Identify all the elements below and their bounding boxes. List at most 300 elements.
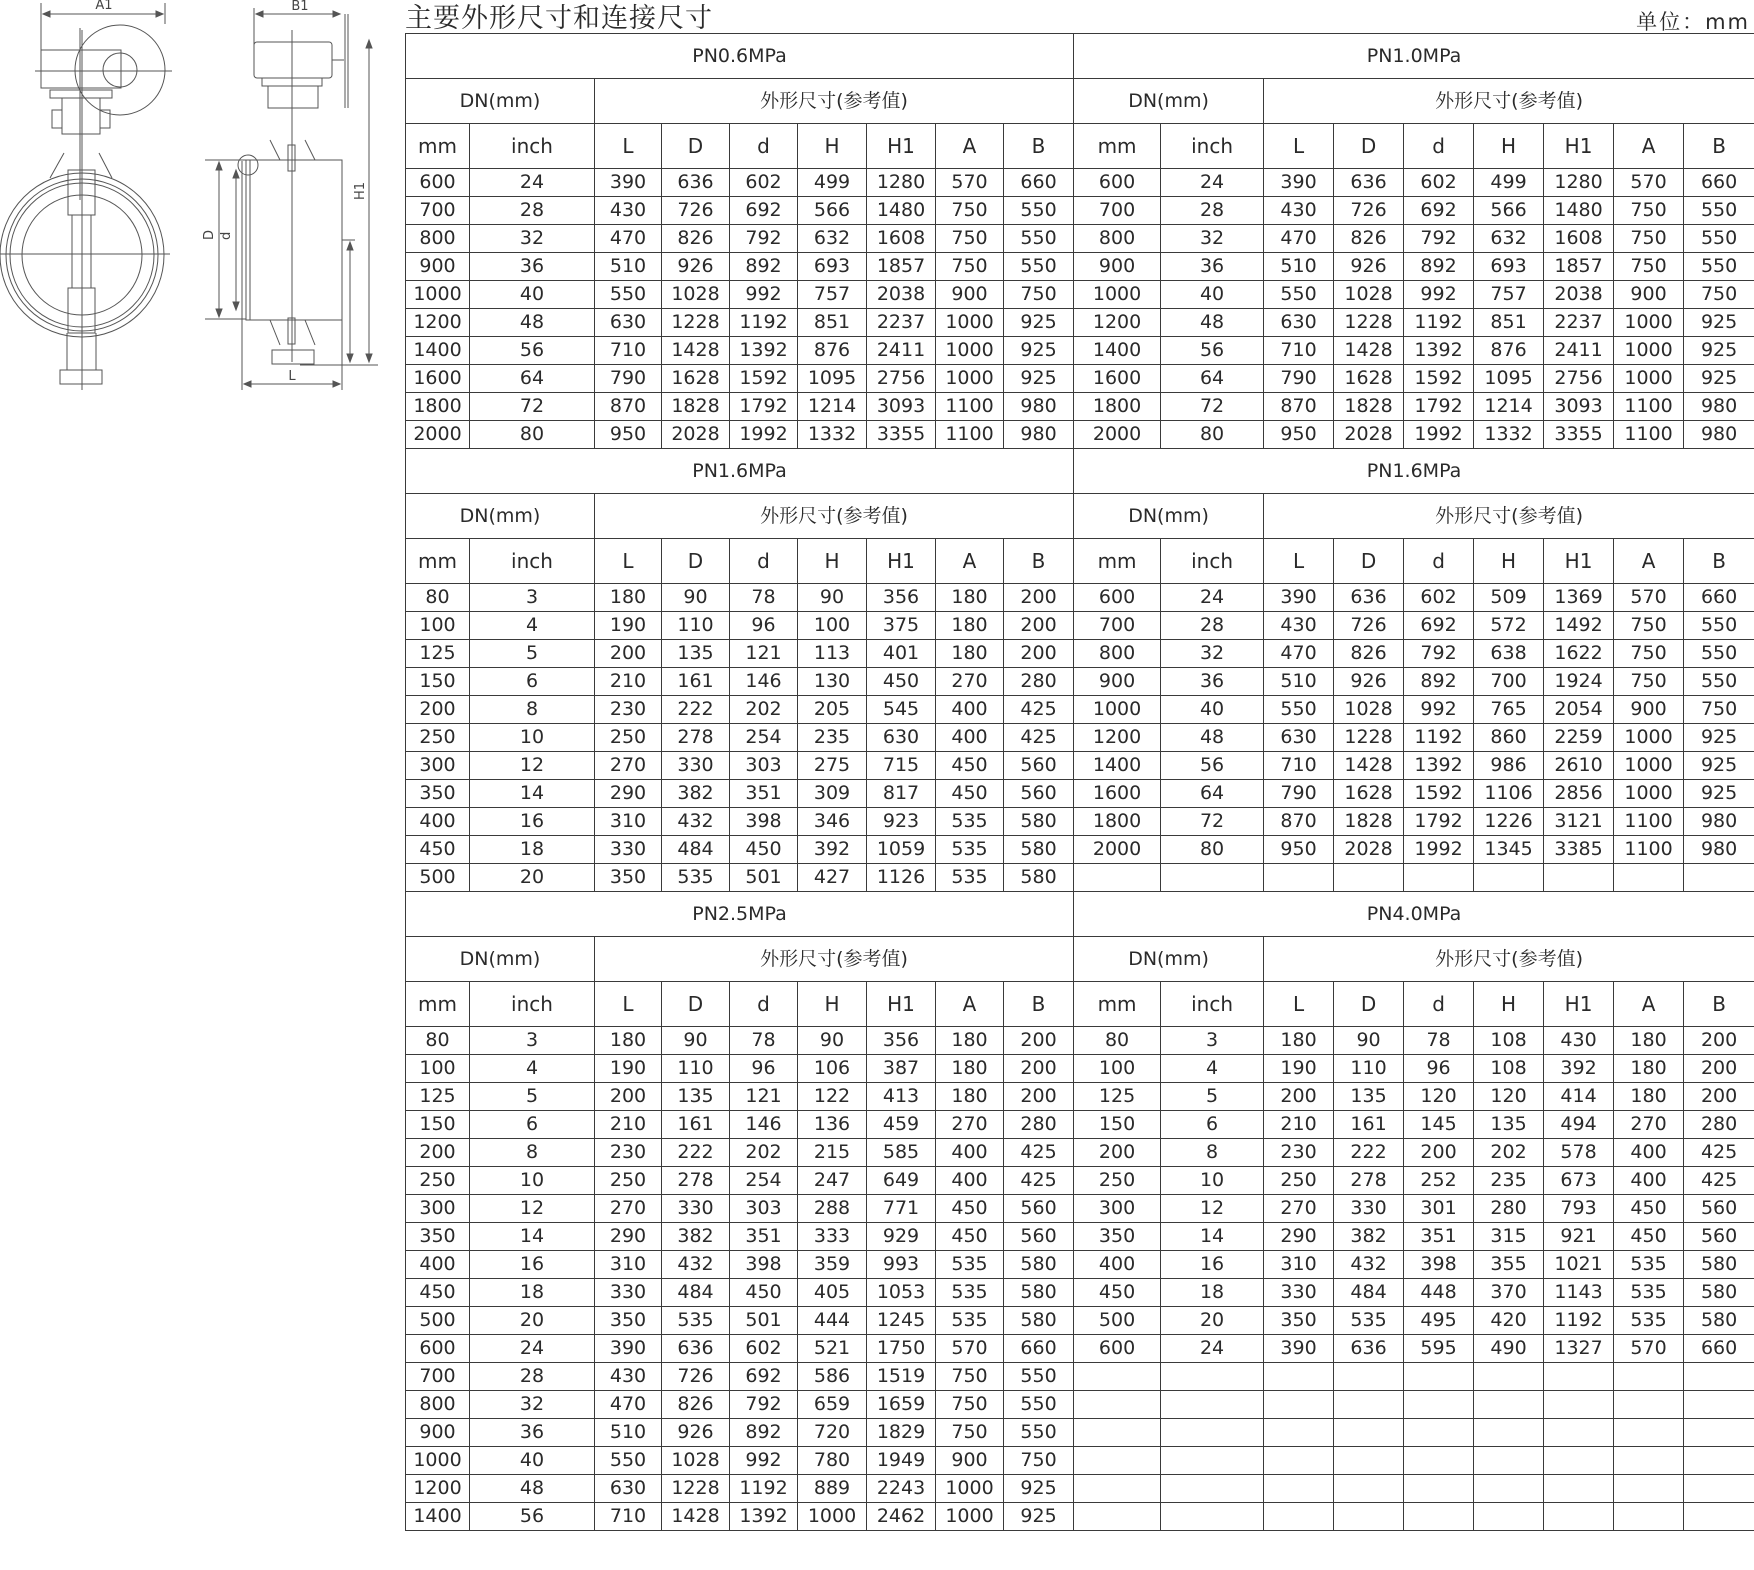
table-cell: 1280	[1544, 169, 1614, 197]
table-cell: 96	[1404, 1055, 1474, 1083]
table-cell	[1404, 1475, 1474, 1503]
table-cell: 550	[1684, 640, 1754, 668]
table-cell: 600	[406, 1335, 470, 1363]
table-cell: 630	[595, 1475, 662, 1503]
table-row	[406, 1279, 1754, 1307]
table-cell: 190	[595, 1055, 662, 1083]
table-cell: 355	[1474, 1251, 1544, 1279]
table-cell: 1792	[1404, 808, 1474, 836]
table-cell	[1474, 864, 1544, 892]
table-cell: 400	[1614, 1139, 1684, 1167]
table-cell: 500	[1074, 1307, 1161, 1335]
table-cell: 501	[730, 864, 798, 892]
table-cell: 900	[936, 1447, 1004, 1475]
table-cell: 726	[1334, 612, 1404, 640]
table-cell: 726	[1334, 197, 1404, 225]
table-cell: 275	[798, 752, 867, 780]
table-cell	[1684, 1475, 1754, 1503]
table-cell	[1334, 1447, 1404, 1475]
table-cell: 235	[798, 724, 867, 752]
table-cell: 484	[1334, 1279, 1404, 1307]
table-cell: 32	[1161, 225, 1264, 253]
table-cell: 398	[730, 1251, 798, 1279]
table-cell: 1608	[1544, 225, 1614, 253]
table-row	[406, 1167, 1754, 1195]
column-header-right: H1	[1544, 539, 1614, 584]
table-cell: 210	[595, 668, 662, 696]
table-cell: 925	[1004, 1503, 1074, 1531]
table-cell: 250	[595, 724, 662, 752]
table-cell: 550	[1004, 253, 1074, 281]
table-cell: 1400	[1074, 752, 1161, 780]
table-cell: 145	[1404, 1111, 1474, 1139]
table-cell: 420	[1474, 1307, 1544, 1335]
table-cell: 992	[730, 281, 798, 309]
table-cell: 876	[798, 337, 867, 365]
table-cell: 450	[867, 668, 936, 696]
table-cell: 1100	[1614, 421, 1684, 449]
table-cell: 1400	[1074, 337, 1161, 365]
table-cell: 180	[595, 1027, 662, 1055]
table-cell: 900	[406, 253, 470, 281]
table-cell: 780	[798, 1447, 867, 1475]
table-cell: 356	[867, 584, 936, 612]
table-cell: 750	[1004, 281, 1074, 309]
table-cell: 586	[798, 1363, 867, 1391]
table-cell: 800	[406, 225, 470, 253]
table-cell: 24	[470, 169, 595, 197]
table-cell: 382	[662, 1223, 730, 1251]
table-cell: 570	[1614, 169, 1684, 197]
table-cell	[1074, 1419, 1161, 1447]
table-cell	[1334, 1419, 1404, 1447]
table-cell	[1544, 1475, 1614, 1503]
table-cell: 790	[1264, 780, 1334, 808]
table-cell: 992	[1404, 281, 1474, 309]
table-cell: 510	[1264, 253, 1334, 281]
table-cell: 750	[936, 225, 1004, 253]
table-cell: 1028	[662, 281, 730, 309]
table-cell: 750	[1684, 696, 1754, 724]
table-cell: 100	[406, 1055, 470, 1083]
table-cell: 750	[1684, 281, 1754, 309]
column-header-left: L	[595, 539, 662, 584]
dn-header-right: DN(mm)	[1074, 494, 1264, 539]
table-cell: 992	[730, 1447, 798, 1475]
table-cell: 1659	[867, 1391, 936, 1419]
table-cell: 252	[1404, 1167, 1474, 1195]
table-cell: 870	[1264, 808, 1334, 836]
table-cell	[1074, 1363, 1161, 1391]
table-cell: 64	[1161, 780, 1264, 808]
table-cell	[1684, 1363, 1754, 1391]
table-cell: 400	[406, 1251, 470, 1279]
table-row	[406, 1391, 1754, 1419]
table-cell: 303	[730, 752, 798, 780]
column-header-left: B	[1004, 124, 1074, 169]
table-cell: 900	[1614, 281, 1684, 309]
table-cell: 470	[595, 1391, 662, 1419]
table-cell: 36	[1161, 668, 1264, 696]
table-cell: 392	[1544, 1055, 1614, 1083]
table-cell: 401	[867, 640, 936, 668]
table-cell	[1614, 1419, 1684, 1447]
table-cell: 200	[1004, 1027, 1074, 1055]
column-header-right: D	[1334, 124, 1404, 169]
table-row	[406, 309, 1754, 337]
table-cell: 600	[1074, 169, 1161, 197]
page-title: 主要外形尺寸和连接尺寸	[405, 3, 713, 34]
table-cell	[1544, 1503, 1614, 1531]
table-cell	[1264, 1447, 1334, 1475]
table-cell: 330	[1334, 1195, 1404, 1223]
table-row	[406, 1223, 1754, 1251]
table-cell: 572	[1474, 612, 1544, 640]
table-cell: 550	[1684, 668, 1754, 696]
table-cell: 278	[662, 724, 730, 752]
table-cell: 1100	[1614, 393, 1684, 421]
table-cell: 108	[1474, 1027, 1544, 1055]
table-cell: 757	[1474, 281, 1544, 309]
table-cell: 56	[1161, 752, 1264, 780]
table-cell	[1161, 1503, 1264, 1531]
table-cell: 450	[730, 1279, 798, 1307]
table-cell: 2243	[867, 1475, 936, 1503]
table-cell: 387	[867, 1055, 936, 1083]
table-row	[406, 1335, 1754, 1363]
table-cell: 1000	[1614, 337, 1684, 365]
table-cell: 309	[798, 780, 867, 808]
table-cell: 28	[470, 197, 595, 225]
table-cell: 757	[798, 281, 867, 309]
table-cell: 632	[1474, 225, 1544, 253]
pressure-class-right: PN1.0MPa	[1074, 34, 1754, 79]
table-cell: 630	[595, 309, 662, 337]
table-cell: 1000	[936, 309, 1004, 337]
table-cell: 150	[406, 668, 470, 696]
table-cell: 495	[1404, 1307, 1474, 1335]
group-header-row	[406, 937, 1754, 982]
table-cell: 3093	[1544, 393, 1614, 421]
table-row	[406, 1419, 1754, 1447]
table-cell: 925	[1004, 365, 1074, 393]
table-cell: 110	[662, 612, 730, 640]
table-cell: 510	[1264, 668, 1334, 696]
table-cell: 1000	[798, 1503, 867, 1531]
table-cell: 222	[662, 1139, 730, 1167]
table-cell: 1059	[867, 836, 936, 864]
column-header-right: inch	[1161, 982, 1264, 1027]
table-cell: 20	[1161, 1307, 1264, 1335]
table-cell: 136	[798, 1111, 867, 1139]
table-cell: 180	[595, 584, 662, 612]
pressure-class-left: PN0.6MPa	[406, 34, 1074, 79]
table-cell: 2411	[1544, 337, 1614, 365]
table-cell: 200	[1004, 1055, 1074, 1083]
table-cell: 817	[867, 780, 936, 808]
table-cell	[1264, 1475, 1334, 1503]
table-row	[406, 808, 1754, 836]
table-cell: 660	[1684, 1335, 1754, 1363]
column-header-right: B	[1684, 124, 1754, 169]
table-cell: 580	[1684, 1307, 1754, 1335]
table-cell: 535	[936, 808, 1004, 836]
column-header-left: mm	[406, 124, 470, 169]
table-cell: 80	[1074, 1027, 1161, 1055]
table-cell: 1095	[1474, 365, 1544, 393]
column-header-left: mm	[406, 539, 470, 584]
table-cell: 450	[1614, 1195, 1684, 1223]
table-cell: 550	[1004, 1391, 1074, 1419]
table-cell: 32	[470, 225, 595, 253]
table-row	[406, 780, 1754, 808]
table-cell: 301	[1404, 1195, 1474, 1223]
table-cell: 826	[1334, 225, 1404, 253]
table-cell: 425	[1004, 724, 1074, 752]
column-header-right: d	[1404, 539, 1474, 584]
table-cell: 1228	[1334, 724, 1404, 752]
table-cell: 1622	[1544, 640, 1614, 668]
table-cell: 585	[867, 1139, 936, 1167]
table-cell: 430	[595, 1363, 662, 1391]
table-cell: 1000	[1614, 365, 1684, 393]
table-cell: 2038	[1544, 281, 1614, 309]
table-cell: 350	[595, 1307, 662, 1335]
table-cell: 28	[1161, 197, 1264, 225]
table-cell: 250	[406, 724, 470, 752]
table-cell: 925	[1004, 337, 1074, 365]
table-cell: 494	[1544, 1111, 1614, 1139]
table-cell: 1028	[1334, 281, 1404, 309]
table-cell: 270	[1264, 1195, 1334, 1223]
table-cell: 5	[470, 1083, 595, 1111]
table-cell: 499	[1474, 169, 1544, 197]
table-cell: 790	[1264, 365, 1334, 393]
table-cell	[1161, 864, 1264, 892]
table-cell: 929	[867, 1223, 936, 1251]
table-cell: 370	[1474, 1279, 1544, 1307]
table-cell: 40	[1161, 696, 1264, 724]
table-row	[406, 1083, 1754, 1111]
column-header-right: H	[1474, 982, 1544, 1027]
column-header-left: inch	[470, 539, 595, 584]
table-cell: 700	[1074, 612, 1161, 640]
table-cell	[1684, 1419, 1754, 1447]
table-cell: 290	[1264, 1223, 1334, 1251]
table-cell: 254	[730, 724, 798, 752]
table-cell	[1544, 864, 1614, 892]
table-cell: 2028	[662, 421, 730, 449]
table-cell: 602	[1404, 169, 1474, 197]
table-cell: 120	[1404, 1083, 1474, 1111]
label-d: d	[219, 231, 234, 240]
table-cell: 1000	[1614, 752, 1684, 780]
table-cell	[1404, 1503, 1474, 1531]
table-cell: 113	[798, 640, 867, 668]
table-cell: 900	[936, 281, 1004, 309]
table-cell: 535	[662, 864, 730, 892]
table-cell: 1600	[1074, 780, 1161, 808]
table-row	[406, 864, 1754, 892]
table-cell: 710	[595, 337, 662, 365]
table-cell: 570	[936, 1335, 1004, 1363]
table-cell: 1000	[1074, 281, 1161, 309]
table-cell: 923	[867, 808, 936, 836]
table-cell: 430	[595, 197, 662, 225]
table-cell: 96	[730, 612, 798, 640]
table-cell: 390	[595, 1335, 662, 1363]
column-header-left: H	[798, 124, 867, 169]
table-cell: 1392	[1404, 337, 1474, 365]
table-cell: 400	[936, 1139, 1004, 1167]
table-cell: 450	[936, 1195, 1004, 1223]
table-cell: 632	[798, 225, 867, 253]
pressure-class-left: PN2.5MPa	[406, 892, 1074, 937]
table-cell: 425	[1684, 1139, 1754, 1167]
table-cell: 310	[595, 808, 662, 836]
table-cell: 230	[595, 696, 662, 724]
table-cell: 450	[406, 836, 470, 864]
table-cell: 510	[595, 253, 662, 281]
table-cell: 570	[1614, 1335, 1684, 1363]
column-header-right: A	[1614, 539, 1684, 584]
table-cell: 1992	[1404, 421, 1474, 449]
table-cell: 161	[662, 1111, 730, 1139]
table-cell: 80	[1161, 421, 1264, 449]
table-cell: 950	[1264, 836, 1334, 864]
label-a1: A1	[95, 0, 113, 13]
table-cell: 20	[470, 864, 595, 892]
side-view	[202, 0, 378, 390]
table-cell: 580	[1004, 1251, 1074, 1279]
table-cell: 1428	[1334, 337, 1404, 365]
table-row	[406, 253, 1754, 281]
table-cell: 1992	[1404, 836, 1474, 864]
table-cell	[1404, 1419, 1474, 1447]
table-cell: 950	[1264, 421, 1334, 449]
table-cell: 715	[867, 752, 936, 780]
table-cell: 110	[662, 1055, 730, 1083]
table-cell: 535	[662, 1307, 730, 1335]
dimension-table-grid	[405, 33, 1754, 1531]
table-row	[406, 225, 1754, 253]
table-cell: 600	[1074, 1335, 1161, 1363]
table-cell: 78	[730, 584, 798, 612]
table-cell: 18	[470, 1279, 595, 1307]
table-row	[406, 1111, 1754, 1139]
table-cell: 950	[595, 421, 662, 449]
table-cell	[1474, 1363, 1544, 1391]
table-cell: 535	[936, 1251, 1004, 1279]
table-cell: 550	[1264, 281, 1334, 309]
table-cell: 2756	[867, 365, 936, 393]
table-cell	[1161, 1391, 1264, 1419]
table-cell: 1000	[1614, 309, 1684, 337]
table-cell: 1829	[867, 1419, 936, 1447]
table-cell: 580	[1004, 836, 1074, 864]
table-cell: 750	[1614, 225, 1684, 253]
table-cell	[1264, 1503, 1334, 1531]
table-row	[406, 337, 1754, 365]
table-cell: 900	[1074, 253, 1161, 281]
table-cell: 750	[1614, 640, 1684, 668]
table-cell: 1792	[1404, 393, 1474, 421]
table-cell: 350	[595, 864, 662, 892]
table-cell: 1000	[936, 1475, 1004, 1503]
table-cell: 24	[1161, 584, 1264, 612]
table-cell: 350	[1264, 1307, 1334, 1335]
table-cell: 792	[730, 1391, 798, 1419]
column-header-left: A	[936, 124, 1004, 169]
table-cell: 1949	[867, 1447, 936, 1475]
table-cell: 427	[798, 864, 867, 892]
table-cell: 270	[595, 752, 662, 780]
column-header-right: mm	[1074, 124, 1161, 169]
table-cell: 1192	[1404, 724, 1474, 752]
column-header-row	[406, 982, 1754, 1027]
table-cell: 993	[867, 1251, 936, 1279]
table-cell	[1334, 1475, 1404, 1503]
table-cell: 700	[1074, 197, 1161, 225]
table-cell: 2756	[1544, 365, 1614, 393]
table-cell: 630	[867, 724, 936, 752]
table-cell: 300	[1074, 1195, 1161, 1223]
table-cell: 280	[1004, 668, 1074, 696]
table-cell: 135	[662, 1083, 730, 1111]
group-header-row	[406, 494, 1754, 539]
table-cell: 1392	[730, 337, 798, 365]
table-cell	[1074, 1447, 1161, 1475]
table-cell: 1828	[1334, 393, 1404, 421]
table-cell: 595	[1404, 1335, 1474, 1363]
table-cell: 180	[936, 1083, 1004, 1111]
table-cell	[1544, 1447, 1614, 1475]
table-cell	[1334, 1503, 1404, 1531]
column-header-right: A	[1614, 124, 1684, 169]
table-cell: 398	[1404, 1251, 1474, 1279]
table-cell	[1614, 1391, 1684, 1419]
table-cell: 792	[1404, 640, 1474, 668]
dims-header-left: 外形尺寸(参考值)	[595, 494, 1074, 539]
table-cell: 925	[1684, 780, 1754, 808]
table-cell: 459	[867, 1111, 936, 1139]
table-cell: 636	[1334, 169, 1404, 197]
table-cell: 560	[1004, 752, 1074, 780]
table-cell: 892	[730, 253, 798, 281]
table-cell: 1800	[406, 393, 470, 421]
table-cell: 720	[798, 1419, 867, 1447]
table-row	[406, 640, 1754, 668]
table-cell: 200	[1074, 1139, 1161, 1167]
column-header-left: H1	[867, 539, 936, 584]
table-cell: 180	[1614, 1027, 1684, 1055]
table-cell: 90	[798, 584, 867, 612]
table-cell: 925	[1684, 365, 1754, 393]
table-cell: 1100	[1614, 808, 1684, 836]
table-cell: 2028	[1334, 421, 1404, 449]
table-cell: 150	[1074, 1111, 1161, 1139]
column-header-right: mm	[1074, 982, 1161, 1027]
table-cell: 925	[1684, 309, 1754, 337]
table-cell: 390	[1264, 1335, 1334, 1363]
table-cell: 925	[1684, 337, 1754, 365]
table-cell: 580	[1004, 1279, 1074, 1307]
table-cell: 330	[595, 836, 662, 864]
table-cell: 860	[1474, 724, 1544, 752]
table-cell: 18	[1161, 1279, 1264, 1307]
table-cell: 925	[1004, 1475, 1074, 1503]
table-cell: 56	[470, 337, 595, 365]
